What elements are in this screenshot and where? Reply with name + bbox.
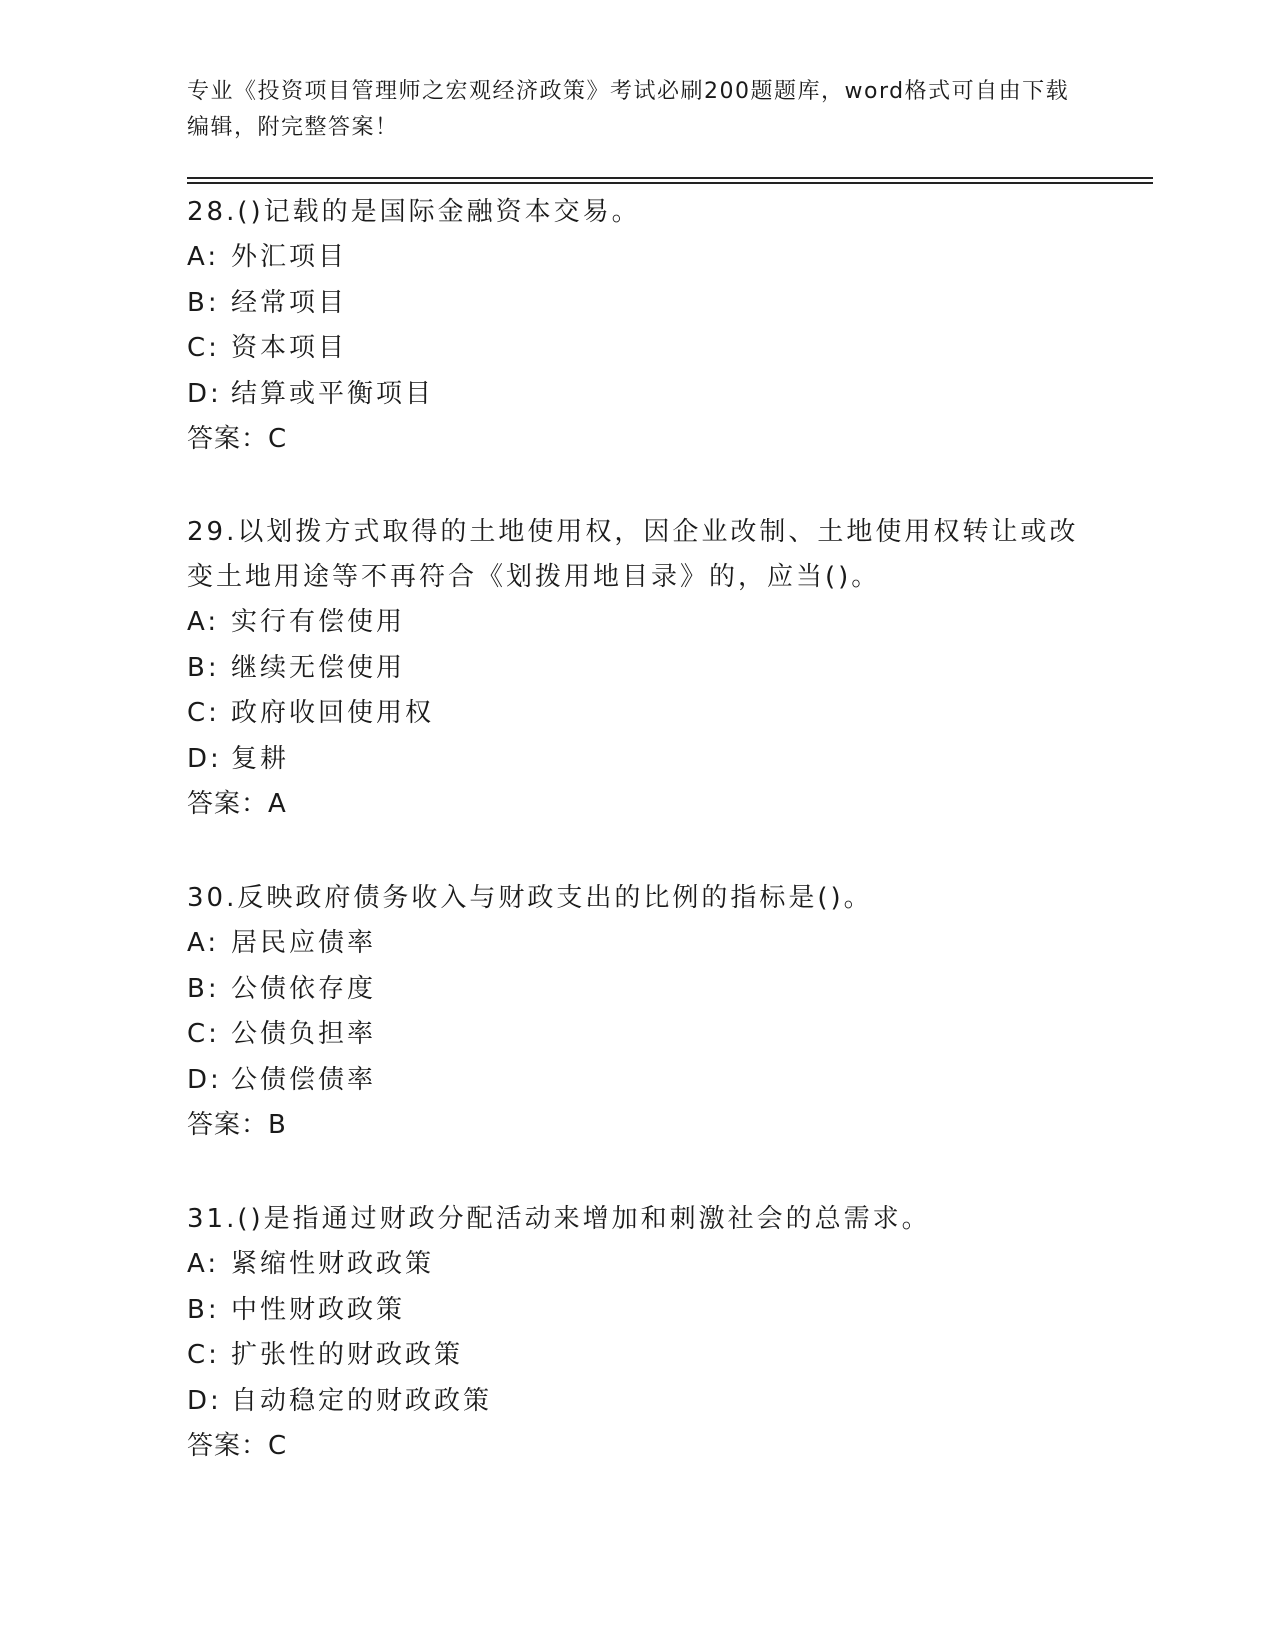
option-c xyxy=(187,326,1087,372)
option-text: 公债偿债率 xyxy=(231,1064,377,1095)
document-header xyxy=(187,74,1087,146)
option-letter: A: xyxy=(187,928,220,958)
option-letter: B: xyxy=(187,1294,220,1325)
option-text: 结算或平衡项目 xyxy=(231,378,435,409)
option-letter: D: xyxy=(187,1385,222,1416)
option-letter: C: xyxy=(187,698,220,728)
option-letter: B: xyxy=(187,652,220,683)
question-stem: 28.()记载的是国际金融资本交易。 xyxy=(187,197,641,227)
option-text: 外汇项目 xyxy=(231,242,348,272)
option-text: 紧缩性财政政策 xyxy=(231,1249,435,1279)
option-b xyxy=(187,1288,1087,1334)
header-intro-text: 专业《投资项目管理师之宏观经济政策》考试必刷200题题库，word格式可自由下载编辑，附完整答案！ xyxy=(187,79,1070,140)
option-b xyxy=(187,281,1087,327)
option-text: 实行有偿使用 xyxy=(231,607,406,637)
option-text: 自动稳定的财政政策 xyxy=(231,1385,493,1416)
answer-line: 答案：B xyxy=(187,1110,287,1140)
option-letter: A: xyxy=(187,242,220,272)
option-letter: A: xyxy=(187,1249,220,1279)
question-29 xyxy=(187,510,1087,827)
question-31 xyxy=(187,1197,1087,1469)
answer-line: 答案：C xyxy=(187,1431,288,1461)
option-c xyxy=(187,1012,1087,1058)
option-text: 公债依存度 xyxy=(231,973,377,1004)
option-letter: B: xyxy=(187,287,220,318)
option-letter: C: xyxy=(187,333,220,363)
option-d xyxy=(187,372,1087,418)
question-stem: 29.以划拨方式取得的土地使用权，因企业改制、土地使用权转让或改变土地用途等不再符合《划拨用地目录》的，应当()。 xyxy=(187,517,1079,592)
option-c xyxy=(187,1333,1087,1379)
question-28 xyxy=(187,190,1087,462)
question-stem: 31.()是指通过财政分配活动来增加和刺激社会的总需求。 xyxy=(187,1204,931,1234)
option-b xyxy=(187,967,1087,1013)
option-text: 政府收回使用权 xyxy=(231,698,435,728)
option-a xyxy=(187,600,1087,646)
option-letter: D: xyxy=(187,1064,222,1095)
option-b xyxy=(187,646,1087,692)
option-a xyxy=(187,921,1087,967)
option-letter: C: xyxy=(187,1019,220,1049)
option-text: 中性财政政策 xyxy=(231,1294,406,1325)
answer-line: 答案：A xyxy=(187,789,287,819)
option-letter: D: xyxy=(187,743,222,774)
option-letter: A: xyxy=(187,607,220,637)
option-text: 扩张性的财政政策 xyxy=(231,1340,464,1370)
question-30 xyxy=(187,876,1087,1148)
option-d xyxy=(187,1379,1087,1425)
option-text: 居民应债率 xyxy=(231,928,377,958)
option-a xyxy=(187,235,1087,281)
option-text: 经常项目 xyxy=(231,287,348,318)
answer-line: 答案：C xyxy=(187,424,288,454)
option-c xyxy=(187,691,1087,737)
option-d xyxy=(187,737,1087,783)
header-divider-top xyxy=(187,177,1153,179)
option-text: 继续无偿使用 xyxy=(231,652,406,683)
option-d xyxy=(187,1058,1087,1104)
option-letter: D: xyxy=(187,378,222,409)
option-text: 资本项目 xyxy=(231,333,348,363)
question-stem: 30.反映政府债务收入与财政支出的比例的指标是()。 xyxy=(187,883,873,913)
option-a xyxy=(187,1242,1087,1288)
header-divider-bottom xyxy=(187,182,1153,184)
option-text: 复耕 xyxy=(231,743,290,774)
option-letter: C: xyxy=(187,1340,220,1370)
option-text: 公债负担率 xyxy=(231,1019,377,1049)
option-letter: B: xyxy=(187,973,220,1004)
